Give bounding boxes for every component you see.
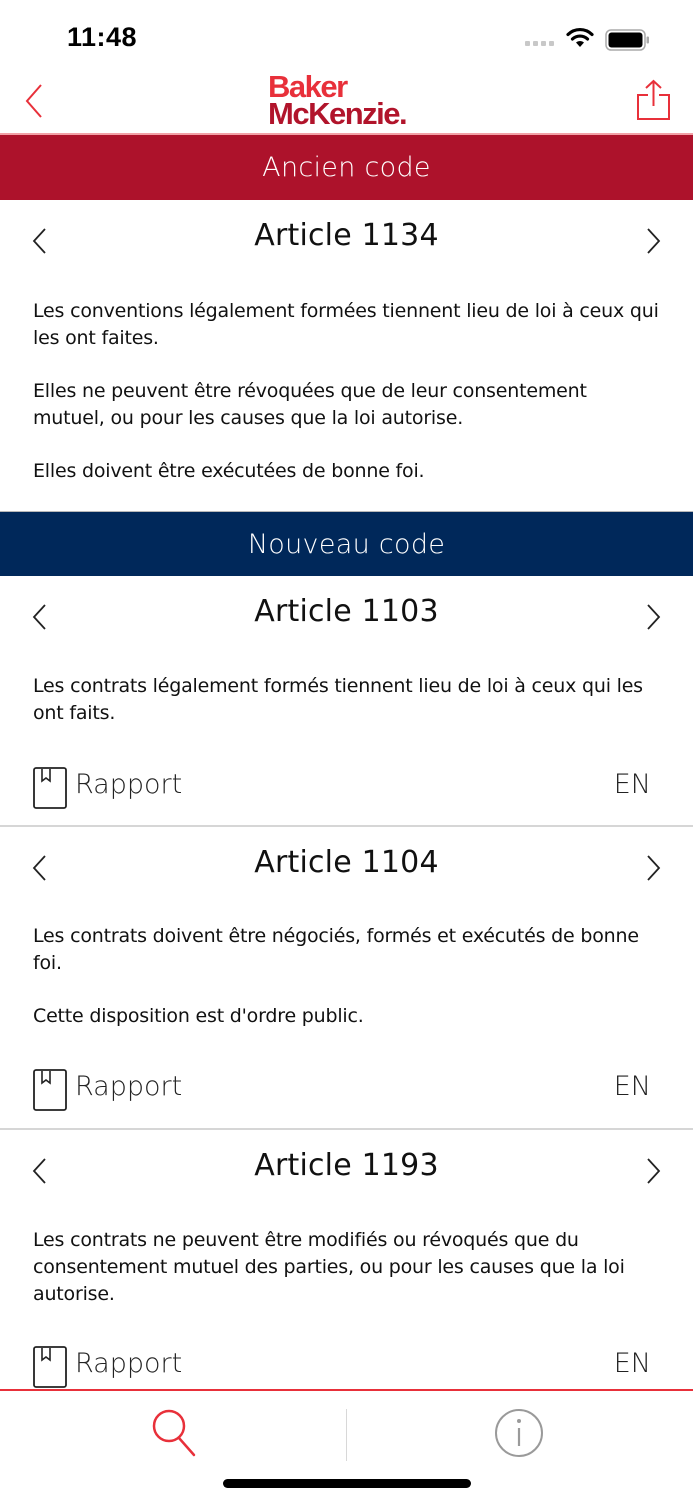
article-body <box>0 907 693 1061</box>
status-time: 11:48 <box>67 22 138 52</box>
book-icon[interactable] <box>33 1346 67 1388</box>
section-title: Ancien code <box>262 152 431 183</box>
rapport-row <box>0 1338 693 1396</box>
section-title: Nouveau code <box>247 528 446 560</box>
status-bar <box>0 0 693 70</box>
next-article-button[interactable] <box>643 1156 663 1186</box>
article-body <box>0 656 693 759</box>
article-body <box>0 280 693 485</box>
rapport-row <box>0 1061 693 1119</box>
section-header-ancien <box>0 135 693 200</box>
book-icon[interactable] <box>33 767 67 809</box>
rapport-link[interactable]: Rapport <box>75 769 183 800</box>
rapport-row <box>0 759 693 817</box>
article-paragraph: Les contrats ne peuvent être modifiés ou révoqués que du consentement mutuel des parties, ou pour les causes que la loi autorise. <box>33 1229 625 1305</box>
book-icon[interactable] <box>33 1069 67 1111</box>
article-title: Article 1103 <box>254 594 439 629</box>
article-title: Article 1104 <box>254 845 439 880</box>
home-indicator <box>223 1479 471 1488</box>
article-paragraph: Les conventions légalement formées tiennent lieu de loi à ceux qui les ont faites. <box>33 300 659 349</box>
article-title: Article 1193 <box>254 1148 439 1183</box>
language-en-link[interactable]: EN <box>613 1348 651 1379</box>
logo-line-2: McKenzie. <box>268 96 407 131</box>
next-article-button[interactable] <box>643 602 663 632</box>
article-paragraph: Les contrats doivent être négociés, formés et exécutés de bonne foi. <box>33 925 639 974</box>
article-paragraph: Elles ne peuvent être révoquées que de leur consentement mutuel, ou pour les causes que la loi autorise. <box>33 380 587 429</box>
wifi-icon <box>565 27 595 49</box>
language-en-link[interactable]: EN <box>613 1071 651 1102</box>
article-title: Article 1134 <box>254 218 439 253</box>
share-button[interactable] <box>636 78 672 122</box>
section-header-nouveau <box>0 511 693 576</box>
logo-line-1: Baker <box>268 69 347 104</box>
article-paragraph: Cette disposition est d'ordre public. <box>33 1005 364 1027</box>
language-en-link[interactable]: EN <box>613 769 651 800</box>
next-article-button[interactable] <box>643 853 663 883</box>
rapport-link[interactable]: Rapport <box>75 1348 183 1379</box>
article-card <box>0 1130 693 1396</box>
info-icon[interactable] <box>494 1408 544 1458</box>
article-card <box>0 827 693 1119</box>
article-card-ancien <box>0 200 693 485</box>
article-paragraph: Les contrats légalement formés tiennent lieu de loi à ceux qui les ont faits. <box>33 675 643 724</box>
battery-icon <box>605 29 651 51</box>
nav-bar <box>0 70 693 134</box>
tab-bar <box>0 1389 693 1500</box>
article-paragraph: Elles doivent être exécutées de bonne foi. <box>33 460 425 482</box>
back-button[interactable] <box>20 82 50 120</box>
rapport-link[interactable]: Rapport <box>75 1071 183 1102</box>
search-icon[interactable] <box>148 1407 200 1459</box>
next-article-button[interactable] <box>643 226 663 256</box>
tab-separator <box>346 1409 347 1461</box>
signal-dots-icon <box>525 41 554 46</box>
baker-mckenzie-logo <box>268 69 428 131</box>
article-body <box>0 1210 693 1338</box>
article-card <box>0 576 693 817</box>
